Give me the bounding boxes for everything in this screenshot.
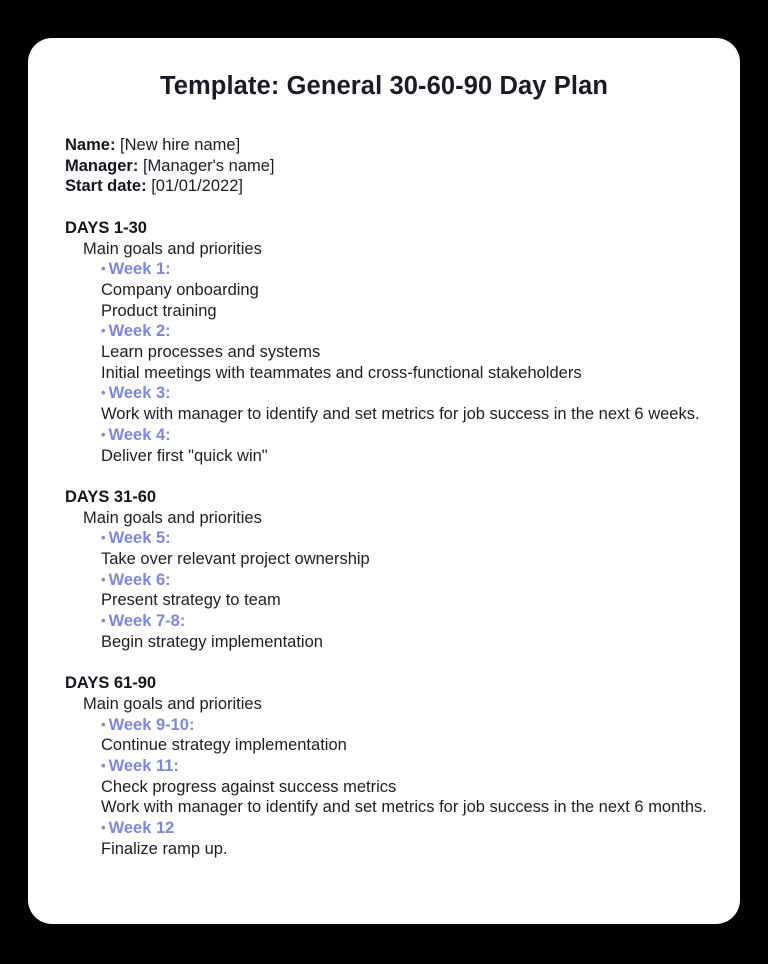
bullet-icon: • xyxy=(101,820,106,836)
spacer xyxy=(65,466,715,487)
bullet-icon: • xyxy=(101,261,106,277)
list-item: Deliver first "quick win" xyxy=(101,446,268,465)
week-label: • Week 9-10: xyxy=(101,715,195,734)
bullet-icon: • xyxy=(101,758,106,774)
list-item: Initial meetings with teammates and cross-functional stakeholders xyxy=(101,363,582,382)
section-subheading: Main goals and priorities xyxy=(83,239,262,258)
spacer xyxy=(65,197,715,218)
bullet-icon: • xyxy=(101,530,106,546)
field-value: [01/01/2022] xyxy=(151,177,243,196)
bullet-icon: • xyxy=(101,426,106,442)
field-label: Start date: xyxy=(65,177,147,196)
week-label: • Week 11: xyxy=(101,757,179,776)
list-item: Take over relevant project ownership xyxy=(101,550,370,569)
week-label: • Week 7-8: xyxy=(101,612,186,631)
list-item: Work with manager to identify and set metrics for job success in the next 6 weeks. xyxy=(101,405,700,424)
week-label: • Week 6: xyxy=(101,570,171,589)
spacer xyxy=(65,653,715,674)
section-heading: DAYS 1-30 xyxy=(65,218,147,237)
field-value: [New hire name] xyxy=(120,136,241,154)
section-subheading: Main goals and priorities xyxy=(83,508,262,527)
page-title: Template: General 30-60-90 Day Plan xyxy=(159,72,609,100)
week-label: • Week 3: xyxy=(101,384,171,403)
field-value: [Manager's name] xyxy=(142,156,275,175)
section-heading: DAYS 31-60 xyxy=(65,487,157,506)
list-item: Learn processes and systems xyxy=(101,343,321,362)
section-subheading: Main goals and priorities xyxy=(83,694,262,713)
list-item: Work with manager to identify and set metrics for job success in the next 6 months. xyxy=(101,798,707,817)
field-manager xyxy=(65,156,715,177)
document-card xyxy=(28,38,740,924)
week-label: • Week 1: xyxy=(101,260,171,279)
bullet-icon: • xyxy=(101,385,106,401)
week-label: • Week 4: xyxy=(101,425,171,444)
field-label: Manager: xyxy=(65,156,139,175)
bullet-icon: • xyxy=(101,323,106,339)
list-item: Company onboarding xyxy=(101,280,259,299)
bullet-icon: • xyxy=(101,571,106,587)
field-start-date xyxy=(65,176,715,197)
document-body xyxy=(65,135,715,860)
week-label: • Week 5: xyxy=(101,529,171,548)
list-item: Product training xyxy=(101,301,217,320)
list-item: Continue strategy implementation xyxy=(101,736,347,755)
bullet-icon: • xyxy=(101,613,106,629)
list-item: Check progress against success metrics xyxy=(101,777,397,796)
bullet-icon: • xyxy=(101,716,106,732)
section-heading: DAYS 61-90 xyxy=(65,674,157,693)
list-item: Present strategy to team xyxy=(101,591,281,610)
list-item: Begin strategy implementation xyxy=(101,632,323,651)
field-name xyxy=(65,135,715,156)
week-label: • Week 2: xyxy=(101,322,171,341)
list-item: Finalize ramp up. xyxy=(101,839,228,858)
field-label: Name: xyxy=(65,136,116,154)
week-label: • Week 12 xyxy=(101,819,175,838)
